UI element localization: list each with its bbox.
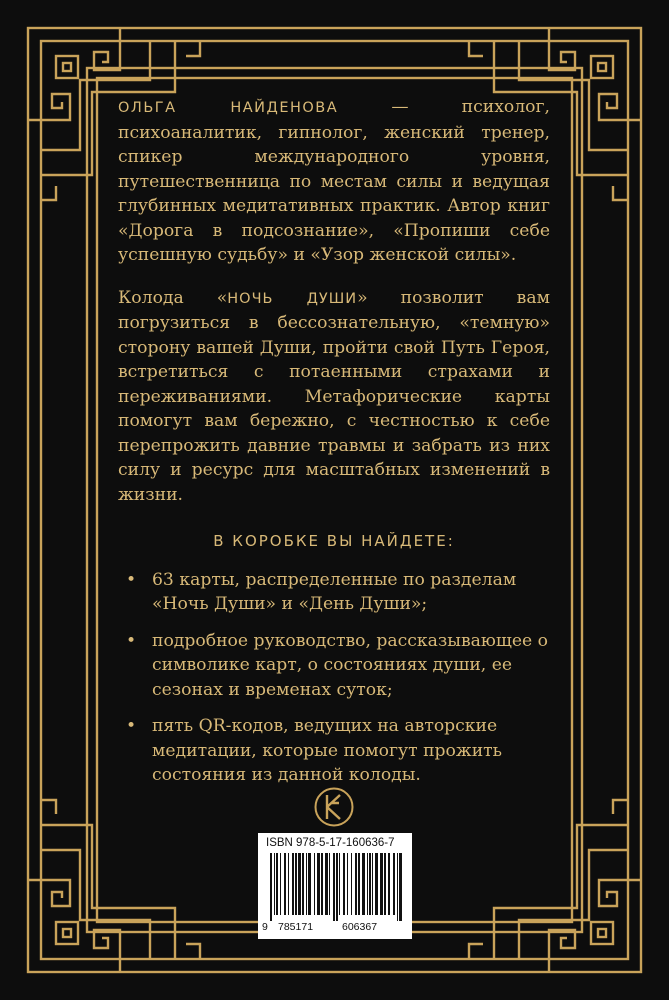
- list-item: [118, 568, 550, 617]
- isbn-barcode: [258, 833, 412, 939]
- box-contents-heading: В КОРОБКЕ ВЫ НАЙДЕТЕ:: [213, 532, 455, 550]
- deck-intro: Колода «: [118, 287, 228, 308]
- list-item-text: пять QR-кодов, ведущих на авторские медитации, которые помогут прожить состояния из данной колоды.: [152, 716, 503, 785]
- cover-text: [118, 95, 550, 800]
- bullet: •: [126, 716, 137, 736]
- isbn-label: ISBN 978-5-17-160636-7: [266, 837, 395, 849]
- list-item: [118, 714, 550, 788]
- list-item: [118, 629, 550, 703]
- deck-description: [118, 286, 550, 508]
- deck-description-text: » позволит вам погрузиться в бессознательную, «темную» сторону вашей Души, пройти свой Путь Героя, встретиться с потаенными страхами и переживаниями. Метафорические карты помогут вам бережно, с честностью к себе перепрожить давние травмы и забрать из них силу и ресурс для масштабных изменений в жизни.: [118, 287, 550, 505]
- author-name: ОЛЬГА НАЙДЕНОВА: [118, 100, 339, 116]
- list-item-text: 63 карты, распределенные по разделам «Ночь Души» и «День Души»;: [152, 569, 517, 614]
- barcode-digit-first: 9: [262, 921, 268, 933]
- barcode-bars: [268, 853, 404, 921]
- author-bio-text: — психолог, психоаналитик, гипнолог, женский тренер, спикер международного уровня, путешественница по местам силы и ведущая глубинных медитативных практик. Автор книг «Дорога в подсознание», «Пропиши себе успешную судьбу» и «Узор женской силы».: [118, 97, 550, 265]
- barcode-digits-right: 606367: [342, 921, 378, 933]
- box-contents-list: [118, 568, 550, 788]
- author-bio: [118, 95, 550, 268]
- list-item-text: подробное руководство, рассказывающее о символике карт, о состояниях души, ее сезонах и временах суток;: [152, 630, 548, 700]
- deck-name: НОЧЬ ДУШИ: [227, 290, 358, 307]
- bullet: •: [126, 569, 137, 590]
- bullet: •: [126, 630, 137, 651]
- barcode-digits-left: 785171: [278, 921, 314, 933]
- publisher-logo-icon: [313, 786, 355, 828]
